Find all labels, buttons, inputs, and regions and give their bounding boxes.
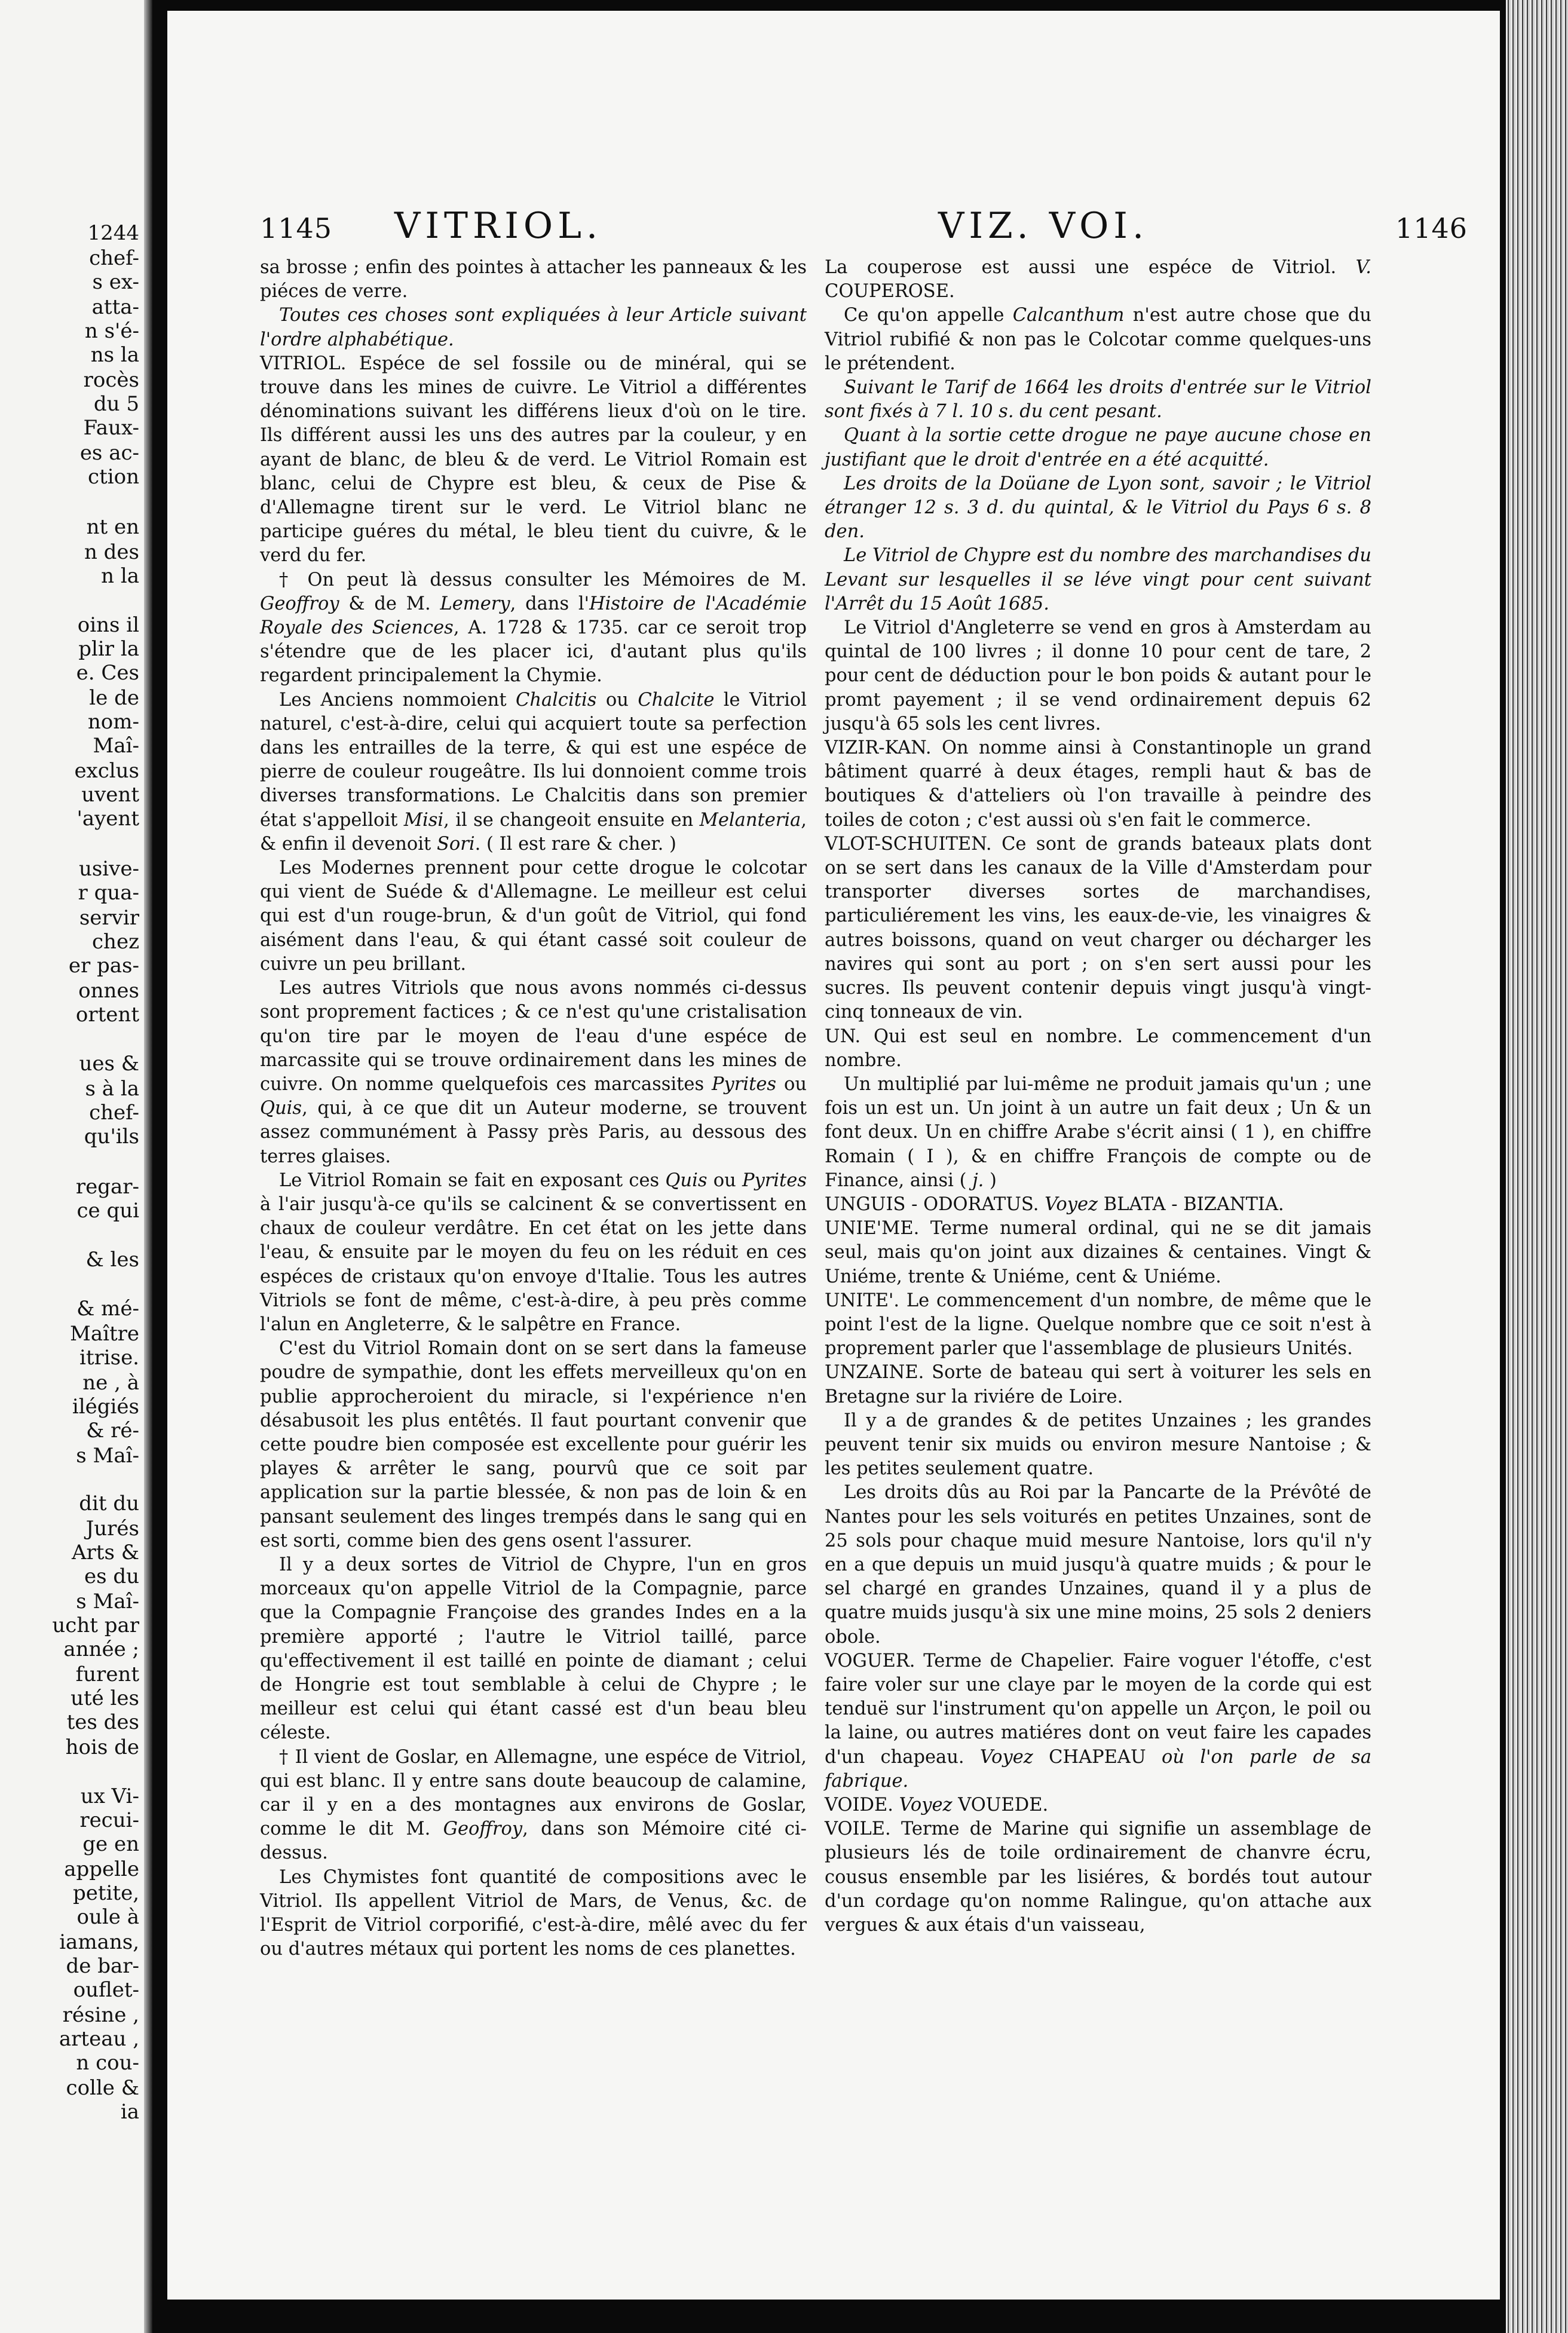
- left-page-line: ne , à: [82, 1371, 139, 1395]
- left-page-line: chez: [92, 930, 139, 954]
- dictionary-entry: VOGUER. Terme de Chapelier. Faire voguer l'étoffe, c'est faire voler sur une claye par le moyen de la corde qui est tenduë sur l'instrument qu'on appelle un Arçon, le poil ou la laine, ou autres matiéres dont on veut faire les capades d'un chapeau. Voyez CHAPEAU où l'on parle de sa fabrique.: [825, 1650, 1372, 1792]
- left-page-line: ce qui: [76, 1199, 139, 1223]
- page-header: [167, 205, 1500, 253]
- left-page-line: le de: [89, 686, 139, 710]
- paragraph: Toutes ces choses sont expliquées à leur Article suivant l'ordre alphabétique.: [260, 305, 807, 350]
- left-page-line: tes des: [66, 1710, 139, 1734]
- paragraph: Il y a de grandes & de petites Unzaines ; les grandes peuvent tenir six muids ou environ mesure Nantoise ; & les petites seulement quatre.: [825, 1410, 1371, 1480]
- left-page-line: iamans,: [59, 1930, 139, 1954]
- left-page-line: & mé-: [76, 1297, 139, 1321]
- left-page-line: nt en: [86, 515, 139, 539]
- left-page-line: ns la: [90, 343, 139, 367]
- left-page-line: s à la: [85, 1077, 139, 1101]
- left-page-line: Jurés: [85, 1517, 139, 1541]
- paragraph: Les droits dûs au Roi par la Pancarte de la Prévôté de Nantes pour les sels voiturés en petites Unzaines, sont de 25 sols pour chaque muid mesure Nantoise, lors qu'il n'y en a que depuis un muid jusqu'à quatre muids ; & pour le sel chargé en grandes Unzaines, quand il y a plus de quatre muids jusqu'à six une mine moins, 25 sols 2 deniers obole.: [825, 1482, 1371, 1648]
- left-page-line: s Maî-: [76, 1590, 139, 1613]
- paragraph: La couperose est aussi une espéce de Vitriol. V. COUPEROSE.: [825, 257, 1371, 302]
- dictionary-entry: UNITE'. Le commencement d'un nombre, de même que le point l'est de la ligne. Quelque nombre que ce soit n'est à proprement parler que l'assemblage de plusieurs Unités.: [825, 1290, 1371, 1360]
- left-page-line: ction: [88, 465, 139, 489]
- left-page-line: chef-: [89, 246, 139, 270]
- left-page-line: ouflet-: [73, 1978, 139, 2002]
- left-page-line: es du: [84, 1564, 139, 1588]
- left-running-title: VITRIOL.: [394, 205, 603, 247]
- left-page-line: itrise.: [79, 1346, 139, 1370]
- paragraph: Ce qu'on appelle Calcanthum n'est autre chose que du Vitriol rubifié & non pas le Colcotar comme quelques-uns le prétendent.: [825, 305, 1371, 374]
- dictionary-entry: VITRIOL. Espéce de sel fossile ou de minéral, qui se trouve dans les mines de cuivre. Le Vitriol a différentes dénominations suivant les différens lieux d'où on le tire. Ils différent aussi les uns des autres par la couleur, y en ayant de blanc, de bleu & de verd. Le Vitriol Romain est blanc, celui de Chypre est bleu, & ceux de Pise & d'Allemagne tirent sur le verd. Le Vitriol blanc ne participe guéres du métal, le bleu tient du cuivre, & le verd du fer.: [260, 353, 807, 567]
- paragraph: † On peut là dessus consulter les Mémoires de M. Geoffroy & de M. Lemery, dans l'Histoire de l'Académie Royale des Sciences, A. 1728 & 1735. car ce seroit trop s'étendre que de les placer ici, d'autant plus qu'ils regardent principalement la Chymie.: [260, 569, 807, 687]
- left-page-line: dit du: [79, 1492, 139, 1515]
- left-page-line: recui-: [79, 1808, 139, 1832]
- left-page-line: oule à: [76, 1905, 139, 1929]
- right-page-number: 1146: [1395, 212, 1468, 244]
- left-page-line: e. Ces: [76, 661, 139, 685]
- paragraph: Le Vitriol d'Angleterre se vend en gros à Amsterdam au quintal de 100 livres ; il donne 10 pour cent de tare, 2 pour cent de déduction pour le bon poids & autant pour le promt payement ; il se vend ordinairement depuis 62 jusqu'à 65 sols les cent livres.: [825, 617, 1371, 734]
- paragraph: † Il vient de Goslar, en Allemagne, une espéce de Vitriol, qui est blanc. Il y entre sans doute beaucoup de calamine, car il y en a des montagnes aux environs de Goslar, comme le dit M. Geoffroy, dans son Mémoire cité ci-dessus.: [260, 1746, 807, 1864]
- dictionary-entry: UNIE'ME. Terme numeral ordinal, qui ne se dit jamais seul, mais qu'on joint aux dizaines & centaines. Vingt & Uniéme, trente & Uniéme, cent & Uniéme.: [825, 1218, 1371, 1287]
- left-page-fragment: [0, 0, 152, 2333]
- left-page-line: furent: [75, 1663, 139, 1686]
- left-page-line: 1244: [87, 221, 139, 245]
- left-page-line: Maître: [70, 1322, 139, 1346]
- paragraph: Les Chymistes font quantité de compositions avec le Vitriol. Ils appellent Vitriol de Mars, de Venus, &c. de l'Esprit de Vitriol corporifié, c'est-à-dire, mêlé avec du fer ou d'autres métaux qui portent les noms de ces planettes.: [260, 1866, 807, 1960]
- left-page-line: Arts &: [72, 1541, 139, 1564]
- left-page-number: 1145: [260, 212, 333, 244]
- dictionary-entry: UN. Qui est seul en nombre. Le commencement d'un nombre.: [825, 1025, 1371, 1071]
- left-page-line: petite,: [72, 1881, 139, 1905]
- left-page-line: hois de: [65, 1735, 139, 1759]
- left-column: [260, 256, 807, 1961]
- right-column: [825, 256, 1371, 1937]
- left-page-line: uté les: [71, 1686, 139, 1710]
- left-page-line: exclus: [74, 759, 139, 783]
- left-page-line: 'ayent: [76, 807, 139, 831]
- left-page-line: n des: [84, 540, 139, 564]
- paragraph: Les droits de la Doüane de Lyon sont, savoir ; le Vitriol étranger 12 s. 3 d. du quintal, & le Vitriol du Pays 6 s. 8 den.: [825, 473, 1371, 543]
- left-page-line: regar-: [75, 1175, 139, 1199]
- left-page-line: nom-: [87, 710, 139, 734]
- left-page-line: atta-: [91, 295, 139, 319]
- left-page-line: usive-: [78, 857, 139, 881]
- left-page-line: ucht par: [52, 1613, 139, 1637]
- paragraph: Les Modernes prennent pour cette drogue le colcotar qui vient de Suéde & d'Allemagne. Le meilleur est celui qui est d'un rouge-brun, & d'un goût de Vitriol, qui fond aisément dans l'eau, & qui étant cassé soit couleur de cuivre un peu brillant.: [260, 858, 807, 975]
- paragraph: Les Anciens nommoient Chalcitis ou Chalcite le Vitriol naturel, c'est-à-dire, celui qui acquiert toute sa perfection dans les entrailles de la terre, & qui est une espéce de pierre de couleur rougeâtre. Ils lui donnoient comme trois diverses transformations. Le Chalcitis dans son premier état s'appelloit Misi, il se changeoit ensuite en Melanteria, & enfin il devenoit Sori. ( Il est rare & cher. ): [260, 689, 807, 855]
- left-page-line: & ré-: [86, 1419, 139, 1443]
- left-page-line: ux Vi-: [80, 1784, 139, 1808]
- right-running-title: VIZ. VOI.: [938, 205, 1149, 247]
- paragraph: Les autres Vitriols que nous avons nommés ci-dessus sont proprement factices ; & ce n'est qu'une cristalisation qu'on tire par le moyen de l'eau d'une espéce de marcassite qui se trouve ordinairement dans les mines de cuivre. On nomme quelquefois ces marcassites Pyrites ou Quis, qui, à ce que dit un Auteur moderne, se trouvent assez communément à Passy près Paris, au dessous des terres glaises.: [260, 978, 807, 1167]
- left-page-line: r qua-: [78, 881, 139, 905]
- page-stack-edge: [1506, 0, 1568, 2333]
- left-page-line: colle &: [66, 2076, 139, 2100]
- left-page-line: & les: [85, 1248, 139, 1272]
- paragraph: Quant à la sortie cette drogue ne paye aucune chose en justifiant que le droit d'entrée en a été acquitté.: [825, 425, 1371, 470]
- left-page-line: ge en: [82, 1832, 139, 1856]
- paragraph: Un multiplié par lui-même ne produit jamais qu'un ; une fois un est un. Un joint à un autre un fait deux ; Un & un font deux. Un en chiffre Arabe s'écrit ainsi ( 1 ), en chiffre Romain ( I ), & en chiffre François de compte ou de Finance, ainsi ( j. ): [825, 1073, 1371, 1191]
- paragraph: Le Vitriol Romain se fait en exposant ces Quis ou Pyrites à l'air jusqu'à-ce qu'ils se calcinent & se convertissent en chaux de couleur verdâtre. En cet état on les jette dans l'eau, & ensuite par le moyen du feu on les réduit en ces espéces de cristaux qu'on envoye d'Italie. Tous les autres Vitriols se font de même, c'est-à-dire, à peu près comme l'alun en Angleterre, & le salpêtre en France.: [260, 1169, 807, 1335]
- left-page-line: Maî-: [93, 734, 139, 758]
- paragraph: C'est du Vitriol Romain dont on se sert dans la fameuse poudre de sympathie, dont les effets merveilleux qu'on en publie approcheroient du miracle, si l'expérience n'en désabusoit les plus entêtés. Il faut pourtant convenir que cette poudre bien composée est excellente pour guérir les playes & arrêter le sang, pourvû que ce soit par application sur la partie blessée, & non pas de loin & en pansant seulement des linges trempés dans le sang qui en est sorti, comme bien des gens osent l'assurer.: [260, 1338, 807, 1551]
- dictionary-entry: VOIDE. Voyez VOUEDE.: [825, 1795, 1049, 1815]
- left-page-line: servir: [79, 906, 139, 930]
- left-page-line: rocès: [83, 368, 139, 392]
- left-page-line: ortent: [75, 1003, 139, 1027]
- left-page-line: du 5: [93, 392, 139, 416]
- left-page-line: er pas-: [68, 954, 139, 978]
- left-page-line: ilégiés: [72, 1395, 139, 1419]
- main-page: [167, 11, 1500, 2300]
- dictionary-entry: UNGUIS - ODORATUS. Voyez BLATA - BIZANTIA.: [825, 1193, 1284, 1215]
- left-page-line: n cou-: [76, 2051, 139, 2075]
- left-page-line: ues &: [79, 1052, 139, 1076]
- left-page-line: oins il: [77, 613, 139, 637]
- dictionary-entry: UNZAINE. Sorte de bateau qui sert à voiturer les sels en Bretagne sur la riviére de Loire.: [825, 1362, 1371, 1407]
- paragraph: Suivant le Tarif de 1664 les droits d'entrée sur le Vitriol sont fixés à 7 l. 10 s. du cent pesant.: [825, 377, 1371, 422]
- left-page-line: plir la: [78, 637, 139, 661]
- left-page-line: de bar-: [66, 1954, 139, 1978]
- left-page-line: appelle: [64, 1857, 139, 1881]
- left-page-line: n la: [101, 564, 139, 588]
- left-page-line: chef-: [89, 1101, 139, 1125]
- dictionary-entry: VOILE. Terme de Marine qui signifie un assemblage de plusieurs lés de toile ordinairement de chanvre écru, cousus ensemble par les lisiéres, & bordés tout autour d'un cordage qu'on nomme Ralingue, qu'on attache aux vergues & aux étais d'un vaisseau,: [825, 1818, 1371, 1936]
- left-page-line: année ;: [63, 1637, 139, 1661]
- paragraph: Le Vitriol de Chypre est du nombre des marchandises du Levant sur lesquelles il se léve vingt pour cent suivant l'Arrêt du 15 Août 1685.: [825, 545, 1371, 614]
- left-page-line: es ac-: [79, 441, 139, 465]
- dictionary-entry: VIZIR-KAN. On nomme ainsi à Constantinople un grand bâtiment quarré à deux étages, rempli haut & bas de boutiques & d'atteliers où l'on travaille à peindre des toiles de coton ; c'est aussi où s'en fait le commerce.: [825, 737, 1371, 831]
- left-page-line: s Maî-: [76, 1444, 139, 1468]
- left-page-line: s ex-: [92, 270, 139, 294]
- book-gutter: [144, 0, 152, 2333]
- paragraph: Il y a deux sortes de Vitriol de Chypre, l'un en gros morceaux qu'on appelle Vitriol de la Compagnie, parce que la Compagnie Françoise des grandes Indes en a la première apporté ; l'autre le Vitriol taillé, parce qu'effectivement il est taillé en pointe de diamant ; celui de Hongrie est tout semblable à celui de Chypre ; le meilleur est celui qui étant cassé est d'un beau bleu céleste.: [260, 1554, 807, 1744]
- left-page-line: qu'ils: [84, 1125, 139, 1149]
- left-page-line: ia: [120, 2100, 139, 2124]
- left-page-line: résine ,: [62, 2003, 139, 2027]
- paragraph: sa brosse ; enfin des pointes à attacher les panneaux & les piéces de verre.: [260, 257, 807, 302]
- left-page-line: onnes: [78, 979, 139, 1003]
- left-page-line: arteau ,: [59, 2027, 139, 2051]
- left-page-line: uvent: [81, 783, 139, 807]
- dictionary-entry: VLOT-SCHUITEN. Ce sont de grands bateaux plats dont on se sert dans les canaux de la Ville d'Amsterdam pour transporter diverses sortes de marchandises, particuliérement les vins, les eaux-de-vie, les vinaigres & autres boissons, quand on veut charger ou décharger les navires qui sont au port ; on s'en sert aussi pour les sucres. Ils peuvent contenir depuis vingt jusqu'à vingt-cinq tonneaux de vin.: [825, 833, 1371, 1023]
- left-page-line: Faux-: [83, 416, 139, 440]
- left-page-line: n s'é-: [84, 319, 139, 343]
